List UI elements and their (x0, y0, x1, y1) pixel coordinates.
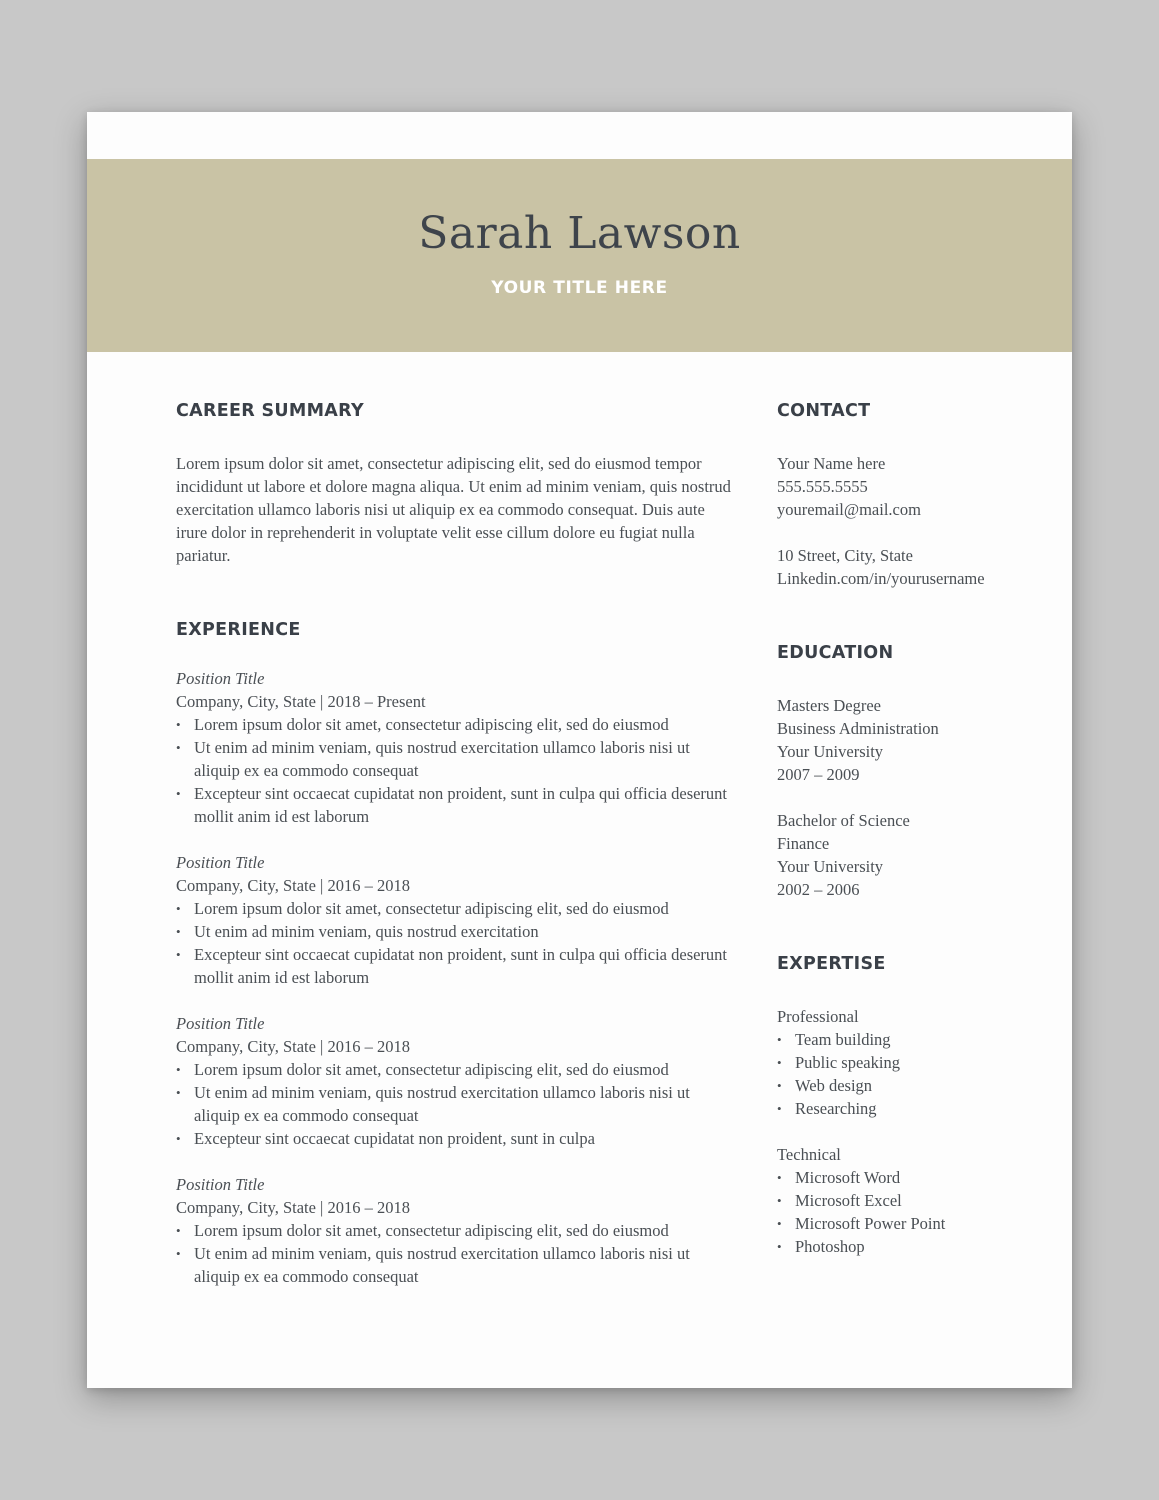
resume-name: Sarah Lawson (418, 208, 741, 259)
job-bullet (176, 1242, 736, 1288)
job-entry (176, 667, 736, 828)
expertise-item (777, 1051, 1037, 1074)
job-bullet-text: Ut enim ad minim veniam, quis nostrud exercitation (194, 922, 539, 941)
education-degree: Bachelor of Science (777, 811, 910, 830)
expertise-item-text: Web design (795, 1076, 873, 1095)
bullet-dot: • (777, 1078, 782, 1093)
job-bullet (176, 782, 736, 828)
job-bullet (176, 713, 736, 736)
education-years: 2007 – 2009 (777, 765, 860, 784)
expertise-item-text: Microsoft Power Point (795, 1214, 946, 1233)
bullet-dot: • (176, 740, 181, 755)
contact-name: Your Name here (777, 454, 886, 473)
career-summary-heading: CAREER SUMMARY (176, 401, 364, 421)
education-years: 2002 – 2006 (777, 880, 860, 899)
contact-email: youremail@mail.com (777, 500, 921, 519)
bullet-dot: • (176, 717, 181, 732)
bullet-dot: • (777, 1101, 782, 1116)
contact-heading: CONTACT (777, 401, 871, 421)
spacer (777, 521, 1037, 544)
expertise-item-text: Photoshop (795, 1237, 865, 1256)
expertise-list (777, 1028, 1037, 1120)
bullet-dot: • (176, 786, 181, 801)
education-degree: Masters Degree (777, 696, 881, 715)
job-bullet (176, 1219, 736, 1242)
expertise-item (777, 1028, 1037, 1051)
job-bullet-text: Excepteur sint occaecat cupidatat non proident, sunt in culpa (194, 1129, 595, 1148)
job-bullet-text: Ut enim ad minim veniam, quis nostrud exercitation ullamco laboris nisi ut aliquip ex ea commodo consequat (194, 1244, 690, 1286)
job-bullet (176, 920, 736, 943)
job-bullet (176, 897, 736, 920)
bullet-dot: • (176, 1062, 181, 1077)
job-company-line: Company, City, State | 2016 – 2018 (176, 1198, 410, 1217)
bullet-dot: • (176, 1085, 181, 1100)
job-bullet-list (176, 713, 736, 828)
expertise-item (777, 1235, 1037, 1258)
education-block (777, 694, 1037, 901)
expertise-item (777, 1097, 1037, 1120)
expertise-item-text: Public speaking (795, 1053, 900, 1072)
job-bullet (176, 1058, 736, 1081)
resume-page (87, 112, 1072, 1388)
job-entry (176, 1173, 736, 1288)
bullet-dot: • (777, 1216, 782, 1231)
job-position-title: Position Title (176, 853, 265, 872)
expertise-heading: EXPERTISE (777, 954, 886, 974)
bullet-dot: • (777, 1239, 782, 1254)
job-entry (176, 851, 736, 989)
expertise-block (777, 1005, 1037, 1258)
education-field: Finance (777, 834, 830, 853)
job-bullet (176, 943, 736, 989)
bullet-dot: • (777, 1032, 782, 1047)
bullet-dot: • (176, 1223, 181, 1238)
job-bullet-text: Ut enim ad minim veniam, quis nostrud exercitation ullamco laboris nisi ut aliquip ex ea commodo consequat (194, 738, 690, 780)
job-bullet (176, 736, 736, 782)
job-position-title: Position Title (176, 669, 265, 688)
job-bullet-list (176, 897, 736, 989)
job-bullet-text: Ut enim ad minim veniam, quis nostrud exercitation ullamco laboris nisi ut aliquip ex ea commodo consequat (194, 1083, 690, 1125)
job-company-line: Company, City, State | 2016 – 2018 (176, 876, 410, 895)
job-bullet-list (176, 1058, 736, 1150)
sidebar-column (777, 398, 1037, 1258)
job-company-line: Company, City, State | 2018 – Present (176, 692, 426, 711)
expertise-item (777, 1212, 1037, 1235)
header-banner (87, 159, 1072, 352)
job-bullet-text: Excepteur sint occaecat cupidatat non proident, sunt in culpa qui officia deserunt mollit anim id est laborum (194, 784, 728, 826)
bullet-dot: • (777, 1055, 782, 1070)
bullet-dot: • (777, 1170, 782, 1185)
job-bullet (176, 1081, 736, 1127)
job-bullet (176, 1127, 736, 1150)
job-bullet-text: Excepteur sint occaecat cupidatat non proident, sunt in culpa qui officia deserunt mollit anim id est laborum (194, 945, 728, 987)
contact-linkedin: Linkedin.com/in/yourusername (777, 569, 985, 588)
job-company-line: Company, City, State | 2016 – 2018 (176, 1037, 410, 1056)
expertise-item-text: Researching (795, 1099, 877, 1118)
education-school: Your University (777, 857, 884, 876)
expertise-group-label: Professional (777, 1007, 859, 1026)
education-field: Business Administration (777, 719, 939, 738)
job-bullet-text: Lorem ipsum dolor sit amet, consectetur adipiscing elit, sed do eiusmod (194, 899, 669, 918)
job-bullet-text: Lorem ipsum dolor sit amet, consectetur adipiscing elit, sed do eiusmod (194, 1060, 669, 1079)
bullet-dot: • (176, 901, 181, 916)
resume-job-title: YOUR TITLE HERE (491, 278, 668, 298)
job-entry (176, 1012, 736, 1150)
expertise-item (777, 1074, 1037, 1097)
job-position-title: Position Title (176, 1014, 265, 1033)
expertise-item-text: Microsoft Word (795, 1168, 901, 1187)
job-bullet-text: Lorem ipsum dolor sit amet, consectetur adipiscing elit, sed do eiusmod (194, 715, 669, 734)
bullet-dot: • (176, 1131, 181, 1146)
experience-heading: EXPERIENCE (176, 620, 301, 640)
expertise-item (777, 1166, 1037, 1189)
career-summary-text: Lorem ipsum dolor sit amet, consectetur adipiscing elit, sed do eiusmod tempor incididunt ut labore et dolore magna aliqua. Ut enim ad minim veniam, quis nostrud exercitation ullamco laboris nisi ut aliquip ex ea commodo consequat. Duis aute irure dolor in reprehenderit in voluptate velit esse cillum dolore eu fugiat nulla pariatur. (176, 454, 731, 565)
bullet-dot: • (176, 947, 181, 962)
education-school: Your University (777, 742, 884, 761)
spacer (777, 1120, 1037, 1143)
job-bullet-list (176, 1219, 736, 1288)
expertise-group-label: Technical (777, 1145, 841, 1164)
job-bullet-text: Lorem ipsum dolor sit amet, consectetur adipiscing elit, sed do eiusmod (194, 1221, 669, 1240)
spacer (777, 786, 1037, 809)
bullet-dot: • (176, 1246, 181, 1261)
expertise-item (777, 1189, 1037, 1212)
expertise-item-text: Microsoft Excel (795, 1191, 902, 1210)
bullet-dot: • (777, 1193, 782, 1208)
contact-phone: 555.555.5555 (777, 477, 868, 496)
contact-block (777, 452, 1037, 590)
contact-address: 10 Street, City, State (777, 546, 913, 565)
main-column (176, 398, 736, 1288)
job-position-title: Position Title (176, 1175, 265, 1194)
expertise-item-text: Team building (795, 1030, 891, 1049)
education-heading: EDUCATION (777, 643, 894, 663)
bullet-dot: • (176, 924, 181, 939)
expertise-list (777, 1166, 1037, 1258)
